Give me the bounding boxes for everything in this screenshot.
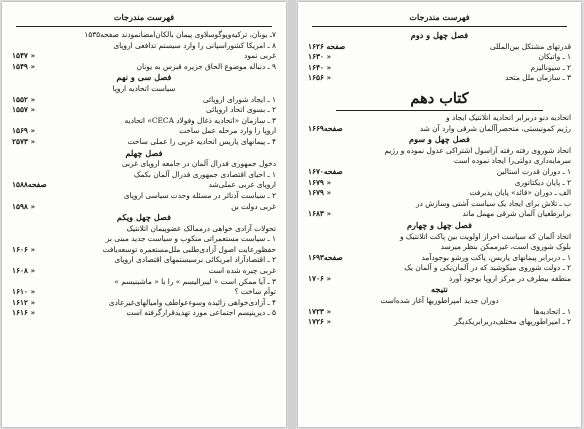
toc-entry[interactable]	[308, 209, 571, 220]
entry-title: ۳ ـ سازمان «اتحادیه ذغال وفولاد CECA» اتحادیه	[124, 115, 276, 125]
entry-title: ۲ ـ پایان دیکتاتوری	[514, 177, 571, 187]
entry-title: ۱ ـ ایجاد شورای اروپائی	[202, 94, 276, 104]
page-number: صفحه۱۶۶۹	[308, 123, 343, 133]
toc-entry[interactable]	[12, 224, 276, 235]
toc-entry[interactable]	[12, 105, 276, 116]
page-number: ۱۷۲۳ »	[308, 306, 332, 316]
entry-title: ۴ ـ آزادی‌خواهی زائیده وسوءعواطف وامیالهای‌غیرعادی	[108, 297, 276, 307]
toc-entry[interactable]	[12, 170, 276, 181]
chapter-heading: فصل چهل و دوم	[410, 30, 469, 40]
toc-entry[interactable]	[12, 116, 276, 127]
entry-title: ۳ ـ آیا ممکن است « لیبرالیسم » را با « ماشینیسم »	[114, 276, 276, 286]
page-number: ۱۶۴۰ »	[308, 62, 332, 72]
toc-entry[interactable]	[308, 52, 571, 63]
toc-list	[12, 30, 276, 423]
entry-title: قدرتهای مشتکل بین‌المللی	[489, 41, 571, 51]
page-header: فهرست مندرجات	[16, 12, 272, 27]
entry-title: ۸ ـ امریکا کشوراسپانی را وارد سیستم تدافعی اروپای	[113, 40, 276, 50]
chapter-heading: فصل چهل و سوم	[409, 134, 470, 145]
entry-title: دخول جمهوری فدرال آلمان در جامعه اروپای غربی	[121, 159, 276, 169]
page-number: صفحه۱۶۹۳	[308, 252, 343, 262]
chapter-heading: فصل چهل و چهارم	[406, 219, 473, 230]
page-number: ۱۵۴۷ »	[12, 51, 36, 61]
toc-entry[interactable]	[12, 308, 276, 319]
entry-title: غربی چیره شده است	[208, 266, 276, 276]
entry-title: ۹ ـ دنباله موضوع الحاق جزیره قبرس به یونان	[136, 61, 276, 71]
toc-entry[interactable]	[308, 188, 571, 199]
entry-title: ۷ـ یونان، ترکیه‌وپوگوسلاوی پیمان بالکان‌امضانمودند صفحه۱۵۳۵	[84, 30, 276, 39]
toc-entry[interactable]	[308, 63, 571, 74]
entry-title: ۲ ـ امپراطوریهای مختلف‌دربرابر‌یکدیگر	[454, 317, 571, 327]
chapter-heading: فصل چهل ویکم	[116, 212, 172, 223]
toc-entry[interactable]	[12, 159, 276, 170]
right-page	[298, 2, 581, 427]
chapter-heading: فصل چهلم	[125, 147, 163, 158]
entry-title: ۱ ـ دوران قدرت استالین	[496, 166, 571, 176]
entry-title: ۲ ـ دولت شوروی میکوشید که در آلمان‌یکی و آلمان یک	[404, 263, 571, 273]
left-page	[2, 2, 286, 427]
entry-title: منطقه بیطرف در مرکز اروپا بوجود آورد	[448, 273, 571, 283]
toc-list	[308, 30, 571, 423]
page-number: ۱۵۶۹ »	[12, 126, 36, 136]
entry-title: ۱ ـ واتیکان	[538, 52, 571, 62]
toc-entry[interactable]	[308, 274, 571, 285]
page-number: ۱۶۷۹ »	[308, 177, 332, 187]
toc-entry[interactable]	[12, 95, 276, 106]
toc-entry[interactable]	[308, 317, 571, 328]
page-number: ۱۷۲۶ »	[308, 317, 332, 327]
toc-entry[interactable]	[12, 277, 276, 288]
toc-entry[interactable]	[308, 146, 571, 157]
page-number: ۱۶۰۶ »	[12, 244, 36, 254]
toc-entry[interactable]	[12, 137, 276, 148]
toc-entry[interactable]	[12, 126, 276, 137]
entry-title: ۱ ـ احیای اقتصادی جمهوری فدرال آلمان بکمک	[133, 169, 276, 179]
page-number: ۱۷۰۶ »	[308, 273, 332, 283]
entry-title: ۱ ـ سیاست مستعمراتی منکوب و سیاست جدید مبنی بر	[105, 234, 276, 244]
page-number: ۱۶۸۳ »	[308, 209, 332, 219]
page-number: صفحه ۱۶۲۶	[308, 41, 346, 51]
page-number: ۱۵۴۹ »	[12, 61, 36, 71]
toc-entry[interactable]	[12, 51, 276, 62]
page-number: ۱۶۱۰ »	[12, 287, 36, 297]
page-number: ۱۶۱۲ »	[12, 297, 36, 307]
entry-title: اتحاد آلمان که سیاست احراز اولویت بین پاکت اتلانتیک و	[400, 231, 571, 241]
entry-title: ۵ ـ دیرینپسم اجتماعی مورد تهدیدقرارگرفته است	[126, 308, 276, 318]
page-number: صفحه۱۶۷۰	[308, 166, 343, 176]
toc-entry[interactable]	[12, 180, 276, 191]
toc-entry[interactable]	[12, 266, 276, 277]
chapter-subtitle: دوران جدید امپراطوریها آغاز شده‌است	[380, 296, 499, 306]
entry-title: ۲ ـ سیونالیزم	[530, 62, 571, 72]
entry-title: غربی دولت بن	[231, 201, 276, 211]
toc-entry[interactable]	[12, 41, 276, 52]
page-number: ۱۵۵۷ »	[12, 105, 36, 115]
page-number: ۱۵۹۸ »	[12, 201, 36, 211]
entry-title: سرمایه‌داری دولتی‌را ایجاد نموده است	[454, 156, 571, 166]
chapter-subtitle: سیاست اتحادیه اروپا	[112, 83, 176, 93]
entry-title: رژیم کمونیستی، منحصراًآلمان شرقی وارد آن شد	[419, 123, 571, 133]
toc-entry[interactable]	[12, 245, 276, 256]
toc-entry[interactable]	[308, 124, 571, 135]
toc-entry[interactable]	[12, 255, 276, 266]
page-number: ۱۶۳۰ »	[308, 52, 332, 62]
entry-title: ب ـ تلاش برای ایجاد یک سیاست آشتی وسازش در	[415, 198, 571, 208]
entry-title: ۲ ـ اقتصادآزاد امریکائی برسیستمهای اقتصادی اروپای	[114, 255, 276, 265]
book-title: کتاب دهم	[336, 88, 543, 111]
entry-title: حفظورعایت اصول آزادی‌طلبی ملل‌مستعمره توسعه‌یافت	[102, 244, 276, 254]
entry-title: تحولات آزادی خواهی درممالک عضوپیمان اتلانتیک	[126, 223, 276, 233]
entry-title: ۴ ـ پیمانهای پاریس اتحادیه غربی را عملی ساخت	[127, 136, 276, 146]
entry-title: بلوک شوروی است، غیرممکن بنظر میرسد	[440, 242, 571, 252]
toc-entry[interactable]	[308, 167, 571, 178]
entry-title: برابرطغیان آلمان شرقی مهمل ماند	[462, 209, 571, 219]
entry-title: ۳ ـ سازمان ملل متحد	[504, 73, 571, 83]
toc-entry[interactable]	[308, 263, 571, 274]
toc-entry[interactable]	[12, 30, 276, 41]
toc-entry[interactable]	[308, 307, 571, 318]
page-header: فهرست مندرجات	[312, 12, 567, 27]
entry-title: اتحادیه دنو دربرابر اتحادیه اتلانتیک ایجاد و	[446, 112, 571, 122]
toc-entry[interactable]	[308, 73, 571, 84]
toc-entry[interactable]	[12, 287, 276, 298]
entry-title: اروپا را وارد مرحله عمل ساخت	[179, 126, 276, 136]
toc-entry[interactable]	[12, 202, 276, 213]
entry-title: اتحاد شوروی رفته رفته آزاسول اشتراکی عدول نموده و رژیم	[384, 145, 571, 155]
toc-entry[interactable]	[308, 242, 571, 253]
toc-entry[interactable]	[308, 42, 571, 53]
page-number: ۱۶۷۹ »	[308, 188, 332, 198]
page-number: صفحه۱۵۸۸	[12, 180, 47, 190]
toc-entry[interactable]	[308, 156, 571, 167]
entry-title: ۱ ـ دربرابر پیمانهای پاریس، پاکت ورشو بوجودآمد	[421, 252, 571, 262]
entry-title: ۲ ـ سیاست آدنائر در مسئله وحدت سیاسی اروپای	[123, 190, 276, 200]
toc-entry[interactable]	[308, 113, 571, 124]
toc-entry[interactable]	[308, 253, 571, 264]
toc-entry[interactable]	[12, 298, 276, 309]
toc-entry[interactable]	[308, 178, 571, 189]
chapter-heading: فصل سی و نهم	[116, 72, 172, 83]
toc-entry[interactable]	[308, 232, 571, 243]
page-number: ۱۵۵۲ »	[12, 94, 36, 104]
entry-title: توأم ساخت ؟	[234, 287, 276, 297]
chapter-heading: نتیجه	[431, 284, 448, 295]
toc-entry[interactable]	[12, 62, 276, 73]
toc-entry[interactable]	[308, 199, 571, 210]
toc-entry[interactable]	[12, 191, 276, 202]
page-number: ۱۶۵۶ »	[308, 73, 332, 83]
page-number: ۱۶۰۸ »	[12, 266, 36, 276]
page-gutter	[288, 0, 296, 429]
page-number: ۱۶۱۶ »	[12, 308, 36, 318]
toc-entry[interactable]	[12, 234, 276, 245]
page-number: ۲۵۷۳ »	[12, 136, 36, 146]
entry-title: ۱ ـ اتحادیه‌ها	[533, 306, 571, 316]
entry-title: غربی نمود	[244, 51, 276, 61]
entry-title: ۲ ـ بسوی اتحاد اروپائی	[206, 105, 276, 115]
entry-title: اروپای غربی عملی‌شد	[208, 180, 276, 190]
entry-title: الف ـ دوران «قائد» پایان پذیرفت	[469, 188, 571, 198]
